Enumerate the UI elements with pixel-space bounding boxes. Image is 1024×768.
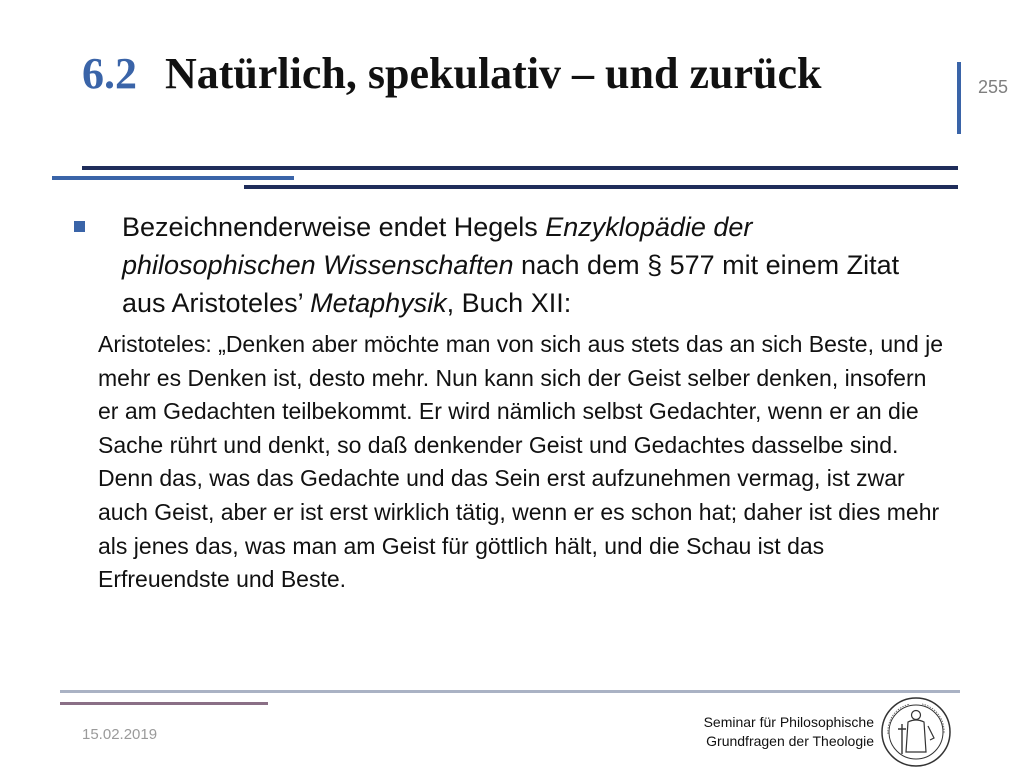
page-number: 255 — [978, 77, 1009, 97]
bullet-text-part: , Buch XII: — [446, 288, 572, 318]
aristotle-quote: Aristoteles: „Denken aber möchte man von sich aus stets das an sich Beste, und je mehr es Denken ist, desto mehr. Nun kann sich der Geist selber denken, insofern er am Gedachten teilbekommt. Er wird nämlich selbst Gedachter, wenn er an die Sache rührt und denkt, so daß denkender Geist und Gedachtes dasselbe sind. Denn das, was das Gedachte und das Sein erst aufzunehmen vermag, ist zwar auch Geist, aber er ist erst wirklich tätig, wenn er es schon hat; daher ist dies mehr als jenes das, was man am Geist für göttlich hält, und die Schau ist das Erfreuendste und Beste. — [98, 331, 944, 593]
seminar-line-2: Grundfragen der Theologie — [706, 733, 874, 749]
bullet-text-part: Bezeichnenderweise endet Hegels — [122, 212, 546, 242]
header-rule-top — [82, 166, 958, 170]
title-vertical-bar — [957, 62, 961, 134]
header-rule-bottom — [244, 185, 958, 189]
bullet-item — [70, 208, 950, 322]
footer-rule-accent — [60, 702, 268, 705]
bullet-text-part: nach dem § 577 mit einem Zitat aus Aristoteles’ — [122, 250, 900, 318]
seminar-line-1: Seminar für Philosophische — [703, 714, 874, 730]
footer-date: 15.02.2019 — [82, 726, 158, 743]
title-number: 6.2 — [82, 49, 137, 98]
university-seal-icon — [880, 696, 952, 768]
bullet-text — [122, 208, 950, 322]
seminar-name — [704, 713, 874, 751]
header-rule-accent — [52, 176, 294, 180]
book-title-enzyklopaedie: Enzyklopädie der philosophischen Wissenschaften — [122, 212, 753, 280]
slide-content — [70, 208, 950, 597]
title-text: Natürlich, spekulativ – und zurück — [165, 49, 822, 98]
square-bullet-icon — [74, 221, 85, 232]
book-title-metaphysik: Metaphysik — [310, 288, 447, 318]
footer-rule — [60, 690, 960, 693]
slide-title — [82, 46, 922, 102]
